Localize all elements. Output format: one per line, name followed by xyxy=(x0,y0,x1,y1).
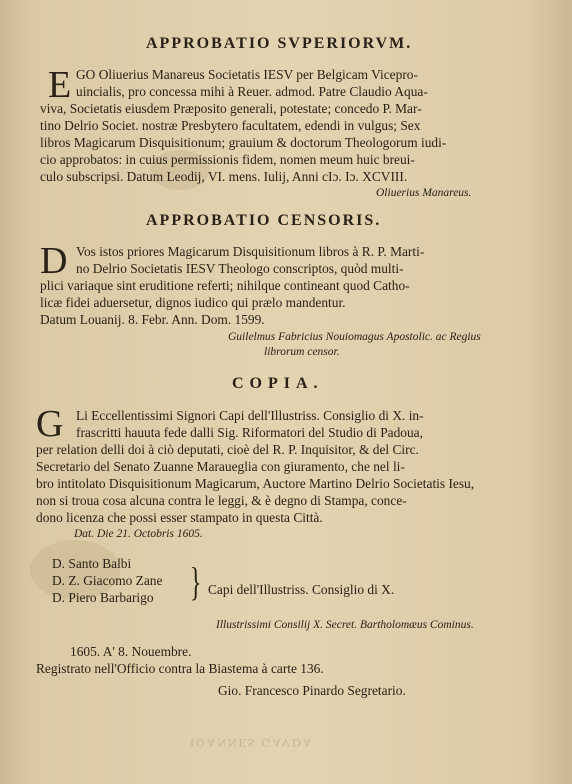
text-line: viva, Societatis eiusdem Præposito generali, potestate; concedo P. Mar- xyxy=(40,101,422,116)
text-line: no Delrio Societatis IESV Theologo conscriptos, quòd multi- xyxy=(76,261,404,276)
text-line: per relation delli doi à ciò deputati, cioè del R. P. Inquisitor, & del Circ. xyxy=(36,442,419,457)
text-line: dono licenza che possi esser stampato in questa Città. xyxy=(36,510,323,525)
brace-glyph: } xyxy=(189,559,202,604)
text-line: GO Oliuerius Manareus Societatis IESV per Belgicam Vicepro- xyxy=(76,67,418,82)
text-line: bro intitolato Disquisitionum Magicarum, Auctore Martino Delrio Societatis Iesu, xyxy=(36,476,475,491)
heading-approbatio-superiorum: APPROBATIO SVPERIORVM. xyxy=(146,35,413,52)
capi-label: Capi dell'Illustriss. Consiglio di X. xyxy=(208,582,395,597)
registro-text: Registrato nell'Officio contra la Biastema à carte 136. xyxy=(36,661,324,676)
signature-fabricius-title: librorum censor. xyxy=(264,346,340,358)
dropcap-d: D xyxy=(40,240,68,282)
capi-name: D. Z. Giacomo Zane xyxy=(52,573,163,588)
text-line: Li Eccellentissimi Signori Capi dell'Illustriss. Consiglio di X. in- xyxy=(76,408,424,423)
text-line: culo subscripsi. Datum Leodij, VI. mens. Iulij, Anni cIɔ. Iɔ. XCVIII. xyxy=(40,169,408,184)
text-line: tino Delrio Societ. nostræ Presbytero facultatem, edendi in vulgus; Sex xyxy=(40,118,421,133)
heading-copia: COPIA. xyxy=(232,375,324,392)
bleed-through-text: IOANNES GAVDA xyxy=(190,736,314,750)
registro-signature: Gio. Francesco Pinardo Segretario. xyxy=(218,683,406,698)
text-line: non si troua cosa alcuna contra le leggi, & è degno di Stampa, conce- xyxy=(36,493,407,508)
registro-date: 1605. A' 8. Nouembre. xyxy=(70,644,192,659)
text-line: plici variaque sint eruditione referti; nihilque contineant quod Catho- xyxy=(40,278,410,293)
capi-name: D. Santo Balbi xyxy=(52,556,132,571)
text-line: frascritti hauuta fede dalli Sig. Riformatori del Studio di Padoua, xyxy=(76,425,423,440)
text-line: cio approbatos: in cuius permissionis fidem, nomen meum huic breui- xyxy=(40,152,415,167)
text-line: Vos istos priores Magicarum Disquisitionum libros à R. P. Marti- xyxy=(76,244,425,259)
date-copia: Dat. Die 21. Octobris 1605. xyxy=(74,528,203,540)
signature-manareus: Oliuerius Manareus. xyxy=(376,187,472,199)
signature-fabricius: Guilelmus Fabricius Nouiomagus Apostolic. ac Regius xyxy=(228,331,481,343)
dropcap-g: G xyxy=(36,403,64,445)
text-line: licæ fidei aduersetur, dignos iudico qui prælo mandentur. xyxy=(40,295,346,310)
text-line: Secretario del Senato Zuanne Maraueglia con giuramento, che nel li- xyxy=(36,459,405,474)
text-line: Datum Louanij. 8. Febr. Ann. Dom. 1599. xyxy=(40,312,265,327)
capi-name: D. Piero Barbarigo xyxy=(52,590,154,605)
text-line: libros Magicarum Disquisitionum; grauium & doctorum Theologorum iudi- xyxy=(40,135,447,150)
dropcap-e: E xyxy=(48,64,72,106)
heading-approbatio-censoris: APPROBATIO CENSORIS. xyxy=(146,212,382,229)
signature-cominus: Illustrissimi Consilij X. Secret. Bartholomæus Cominus. xyxy=(216,619,474,631)
text-line: uincialis, pro concessa mihi à Reuer. admod. Patre Claudio Aqua- xyxy=(76,84,428,99)
